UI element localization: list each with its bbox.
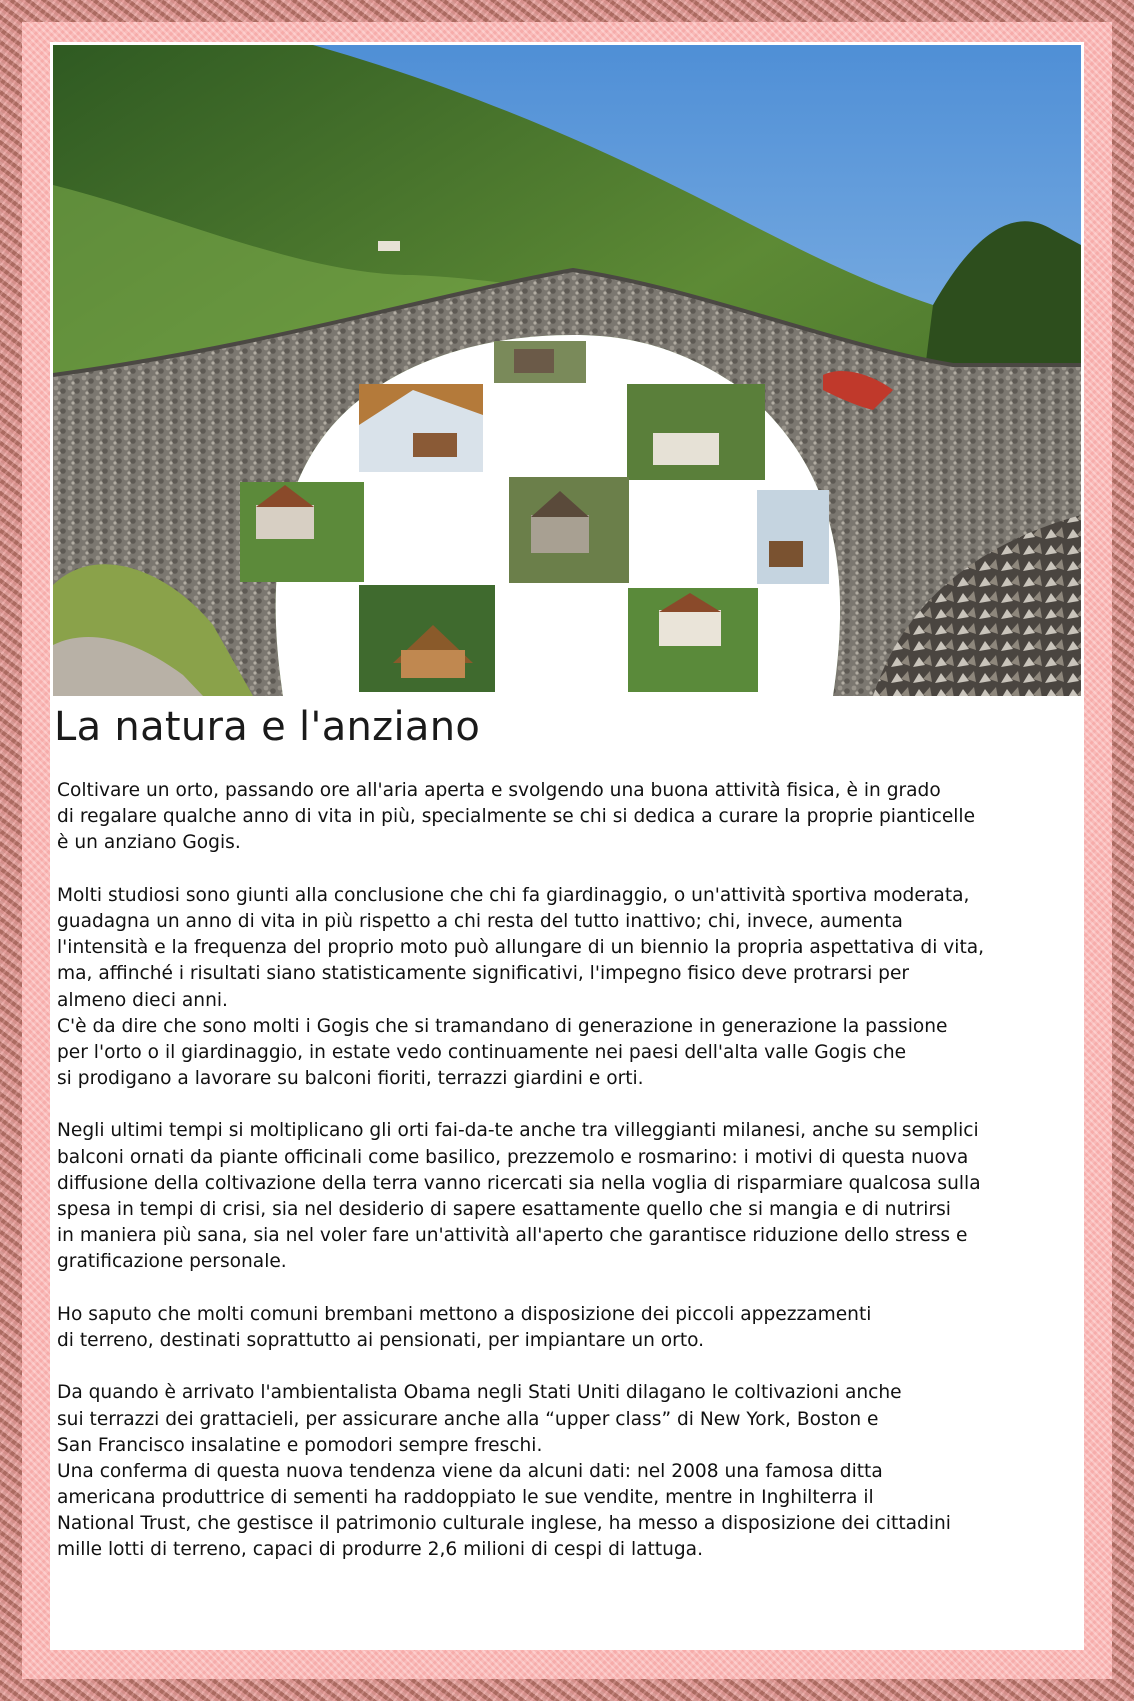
article-line: americana produttrice di sementi ha raddoppiato le sue vendite, mentre in Inghilterra il xyxy=(57,1487,874,1509)
article-line: di regalare qualche anno di vita in più, specialmente se chi si dedica a curare la proprie pianticelle xyxy=(57,806,976,828)
article-line: balconi ornati da piante officinali come basilico, prezzemolo e rosmarino: i motivi di questa nuova xyxy=(57,1146,969,1168)
article-line: in maniera più sana, sia nel voler fare un'attività all'aperto che garantisce riduzione dello stress e xyxy=(57,1225,968,1247)
article-line: guadagna un anno di vita in più rispetto a chi resta del tutto inattivo; chi, invece, aumenta xyxy=(57,910,903,932)
article-line: per l'orto o il giardinaggio, in estate vedo continuamente nei paesi dell'alta valle Gogis che xyxy=(57,1041,907,1063)
article-line: almeno dieci anni. xyxy=(57,989,228,1011)
article-line: si prodigano a lavorare su balconi fioriti, terrazzi giardini e orti. xyxy=(57,1068,644,1090)
article-line: l'intensità e la frequenza del proprio moto può allungare di un biennio la propria aspettativa di vita, xyxy=(57,937,985,959)
article-line: Ho saputo che molti comuni brembani mettono a disposizione dei piccoli appezzamenti xyxy=(57,1303,872,1325)
article-body xyxy=(57,778,1087,1564)
article-line: diffusione della coltivazione della terra vanno ricercati sia nella voglia di risparmiare qualcosa sulla xyxy=(57,1172,981,1194)
page-content xyxy=(50,42,1084,1650)
article-line: Una conferma di questa nuova tendenza viene da alcuni dati: nel 2008 una famosa ditta xyxy=(57,1460,883,1482)
article-line: gratificazione personale. xyxy=(57,1251,287,1273)
article-line: Da quando è arrivato l'ambientalista Obama negli Stati Uniti dilagano le coltivazioni anche xyxy=(57,1382,902,1404)
article-line: Molti studiosi sono giunti alla conclusione che chi fa giardinaggio, o un'attività sportiva moderata, xyxy=(57,884,970,906)
paragraph-gap xyxy=(57,1354,1087,1380)
article-line: National Trust, che gestisce il patrimonio culturale inglese, ha messo a disposizione dei cittadini xyxy=(57,1513,951,1535)
article-line: San Francisco insalatine e pomodori sempre freschi. xyxy=(57,1434,543,1456)
paragraph-gap xyxy=(57,857,1087,883)
paragraph-gap xyxy=(57,1276,1087,1302)
paragraph-gap xyxy=(57,1092,1087,1118)
article-title: La natura e l'anziano xyxy=(54,704,481,750)
article-line: ma, affinché i risultati siano statisticamente significativi, l'impegno fisico deve protrarsi per xyxy=(57,963,910,985)
article-line: sui terrazzi dei grattacieli, per assicurare anche alla “upper class” di New York, Boston e xyxy=(57,1408,879,1430)
article-line: è un anziano Gogis. xyxy=(57,832,241,854)
article-line: Negli ultimi tempi si moltiplicano gli orti fai-da-te anche tra villeggianti milanesi, anche su semplici xyxy=(57,1120,979,1142)
article-line: C'è da dire che sono molti i Gogis che si tramandano di generazione in generazione la passione xyxy=(57,1015,948,1037)
hero-image-stone-bridge-collage xyxy=(53,45,1081,696)
article-line: di terreno, destinati soprattutto ai pensionati, per impiantare un orto. xyxy=(57,1329,705,1351)
article-line: mille lotti di terreno, capaci di produrre 2,6 milioni di cespi di lattuga. xyxy=(57,1539,703,1561)
article-line: Coltivare un orto, passando ore all'aria aperta e svolgendo una buona attività fisica, è in grado xyxy=(57,780,941,801)
article-line: spesa in tempi di crisi, sia nel desiderio di sapere esattamente quello che si mangia e di nutrirsi xyxy=(57,1199,951,1220)
